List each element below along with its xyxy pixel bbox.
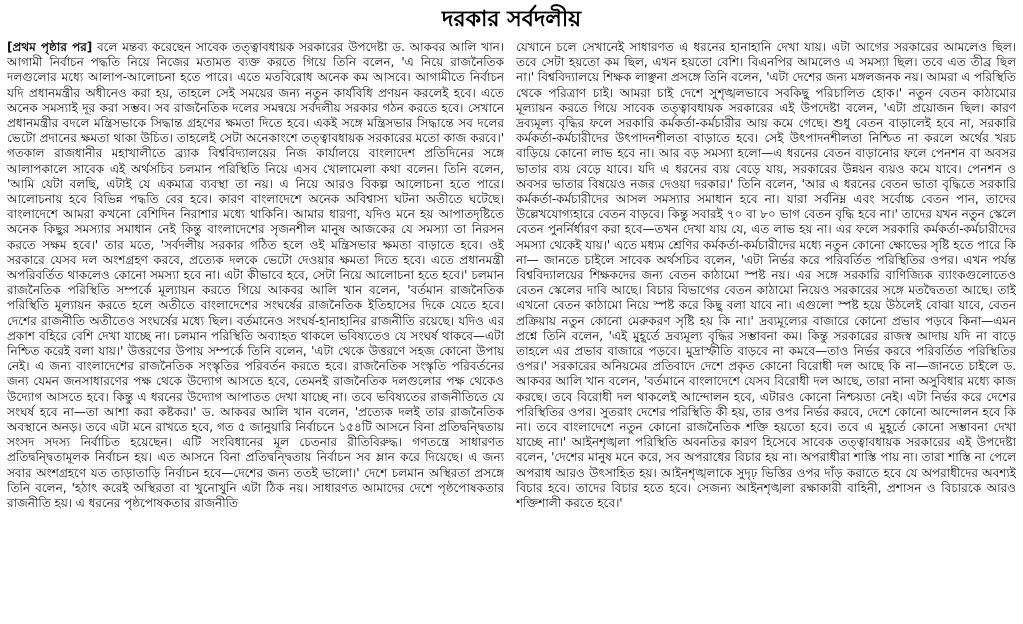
headline: দরকার সর্বদলীয়: [441, 6, 582, 32]
article-column-right: [516, 40, 1016, 620]
source-tag: [প্রথম পৃষ্ঠার পর]: [7, 40, 93, 54]
right-column-text: যেখানে চলে সেখানেই সাধারণত এ ধরনের হানাহানি দেখা যায়। এটা আগের সরকারের আমলেও ছিল। তবে সেটা হয়তো কম ছিল, এখন হয়তো বেশি। বিএনপির আমলেও এ সমস্যা ছিল। তবে এত তীব্র ছিল না।' বিশ্ববিদ্যালয়ে শিক্ষক লাঞ্ছনা প্রসঙ্গে তিনি বলেন, 'এটা দেশের জন্য মঙ্গলজনক নয়। আমরা এ পরিস্থিতি থেকে পরিত্রাণ চাই। আমরা চাই দেশে সুশৃঙ্খলভাবে সবকিছু পরিচালিত হোক।' নতুন বেতন কাঠামোর মূল্যায়ন করতে গিয়ে সাবেক তত্ত্বাবধায়ক সরকারের এই উপদেষ্টা বলেন, 'এটা প্রয়োজন ছিল। কারণ দ্রব্যমূল্য বৃদ্ধির ফলে সরকারি কর্মকর্তা-কর্মচারীর আয় কমে গেছে। শুধু বেতন বাড়ালেই হবে না, সরকারি কর্মকর্তা-কর্মচারীদের উৎপাদনশীলতা বাড়াতে হবে। সেই উৎপাদনশীলতা নিশ্চিত না করলে অর্থের খরচ বাড়িয়ে কোনো লাভ হবে না। আর বড় সমস্যা হলো—এ ধরনের বেতন বাড়ানোর ফলে পেনশন বা অবসর ভাতার ব্যয় বেড়ে যাবে। যদি এ ধরনের ব্যয় বেড়ে যায়, সরকারের উন্নয়ন ব্যয়ও কমে যাবে। পেনশন ও অবসর ভাতার বিষয়েও নজর দেওয়া দরকার।' তিনি বলেন, 'আর এ ধরনের বেতন ভাতা বৃদ্ধিতে সরকারি কর্মকর্তা-কর্মচারীদের আসল সমস্যার সমাধান হবে না। যারা সর্বনিম্ন এবং সর্বোচ্চ বেতন পান, তাদের উল্লেখযোগ্যহারে বেতন বাড়বে। কিন্তু সবারই ৭০ বা ৮০ ভাগ বেতন বৃদ্ধি হবে না।' তাদের যখন নতুন স্কেলে বেতন পুনর্নির্ধারণ করা হবে—তখন দেখা যায় যে, এত লাভ হয় না। এর ফলে সরকারি কর্মকর্তা-কর্মচারীদের সমস্যা থেকেই যায়।' এতে মধ্যম শ্রেণির কর্মকর্তা-কর্মচারীদের মধ্যে নতুন কোনো ক্ষোভের সৃষ্টি হতে পারে কি না— জানতে চাইলে সাবেক অর্থসচিব বলেন, 'এটা নির্ভর করে পরিবর্তিত পরিস্থিতির ওপর। এখন পর্যন্ত বিশ্ববিদ্যালয়ের শিক্ষকদের জন্য বেতন কাঠামো স্পষ্ট নয়। এর সঙ্গে সরকারি বাণিজ্যিক ব্যাংকগুলোতেও বেতন স্কেলের দাবি আছে। বিচার বিভাগের বেতন কাঠামো নিয়েও সরকারের সঙ্গে মতদ্বৈততা আছে। তাই এখনো বেতন কাঠামো নিয়ে স্পষ্ট করে কিছু বলা যাবে না। এগুলো স্পষ্ট হয়ে উঠলেই বোঝা যাবে, বেতন প্রক্রিয়ায় নতুন কোনো মেরুকরণ সৃষ্টি হয় কি না।' দ্রব্যমূল্যের বাজারে কোনো প্রভাব পড়বে কিনা—এমন প্রশ্নে তিনি বলেন, 'এই মুহূর্তে দ্রব্যমূল্য বৃদ্ধির সম্ভাবনা কম। কিন্তু সরকারের রাজস্ব আদায় যদি না বাড়ে তাহলে এর প্রভাব বাজারে পড়বে। মুদ্রাস্ফীতি বাড়বে না কমবে—তাও নির্ভর করবে পরিবর্তিত পরিস্থিতির ওপর।' সরকারের অনিয়মের প্রতিবাদে দেশে প্রকৃত কোনো বিরোধী দল আছে কি না—জানতে চাইলে ড. আকবর আলি খান বলেন, 'বর্তমানে বাংলাদেশে যেসব বিরোধী দল আছে, তারা নানা অসুবিধার মধ্যে কাজ করছে। তবে বিরোধী দল থাকলেই আন্দোলন হবে, এটারও কোনো নিশ্চয়তা নেই। এটা নির্ভর করে দেশের পরিস্থিতির ওপর। সুতরাং দেশের পরিস্থিতি কী হয়, তার ওপর নির্ভর করবে, দেশে কোনো আন্দোলন হবে কি না। তবে বাংলাদেশে নতুন কোনো রাজনৈতিক শক্তি হয়তো হবে। তবে এ মুহূর্তে কোনো সম্ভাবনা দেখা যাচ্ছে না।' আইনশৃঙ্খলা পরিস্থিতি অবনতির কারণ হিসেবে সাবেক তত্ত্বাবধায়ক সরকারের এই উপদেষ্টা বলেন, 'দেশের মানুষ মনে করে, সব অপরাধের বিচার হয় না। অপরাধীরা শাস্তি পায় না। তারা শাস্তি না পেলে অপরাধ আরও উৎসাহিত হয়। আইনশৃঙ্খলাকে সুদৃঢ় ভিত্তির ওপর দাঁড় করাতে হবে যে অপরাধীদের অবশ্যই বিচার হবে। তাদের বিচার হতে হবে। সেজন্য আইনশৃঙ্খলা রক্ষাকারী বাহিনী, প্রশাসন ও বিচারকে আরও শক্তিশালী করতে হবে।': [516, 40, 1016, 511]
article-column-left: [7, 40, 504, 620]
article-text-left: [7, 40, 504, 511]
left-column-text: বলে মন্তব্য করেছেন সাবেক তত্ত্বাবধায়ক সরকারের উপদেষ্টা ড. আকবর আলি খান। আগামী নির্বাচন পদ্ধতি নিয়ে নিজের মতামত ব্যক্ত করতে গিয়ে তিনি বলেন, 'এ নিয়ে রাজনৈতিক দলগুলোর মধ্যে আলাপ-আলোচনা হতে পারে। এতে মতবিরোধ অনেক কম আসবে। আগামীতে নির্বাচন যদি প্রধানমন্ত্রীর অধীনেও করা হয়, তাহলে সেই সময়ের জন্য নতুন কার্যবিধি প্রণয়ন করলেই হবে। এতে অনেক সমস্যাই দূর করা সম্ভব। সব রাজনৈতিক দলের সমন্বয়ে সর্বদলীয় সরকার গঠন করতে হবে। সেখানে প্রধানমন্ত্রীর বদলে মন্ত্রিসভাকে সিদ্ধান্ত গ্রহণের ক্ষমতা দিতে হবে। একই সঙ্গে মন্ত্রিসভার সিদ্ধান্তে সব দলের ভেটো প্রদানের ক্ষমতা থাকা উচিত। তাহলেই সেটা অনেকাংশে তত্ত্বাবধায়ক সরকারের মতো কাজ করবে।' গতকাল রাজধানীর মহাখালীতে ব্র্যাক বিশ্ববিদ্যালয়ের নিজ কার্যালয়ে বাংলাদেশ প্রতিদিনের সঙ্গে আলাপকালে সাবেক এই অর্থসচিব চলমান পরিস্থিতি নিয়ে এসব খোলামেলা কথা বলেন। তিনি বলেন, 'আমি যেটা বলছি, এটাই যে একমাত্র ব্যবস্থা তা নয়। এ নিয়ে আরও বিকল্প আলোচনা হতে পারে। আলোচনায় হবে বিভিন্ন পদ্ধতি বের হবে। কারণ বাংলাদেশে অনেক অবিশ্বাস্য ঘটনা অতীতে ঘটেছে। বাংলাদেশে আমরা কখনো বেশিদিন নিরাশার মধ্যে থাকিনি। আমার ধারণা, যদিও মনে হয় আপাতদৃষ্টিতে অনেক কিছুর সমস্যার সমাধান নেই কিন্তু বাংলাদেশের সৃজনশীল মানুষ আজকের যে সমস্যা তা নিরসন করতে সক্ষম হবে।' তার মতে, 'সর্বদলীয় সরকার গঠিত হলে ওই মন্ত্রিসভার ক্ষমতা বাড়াতে হবে। ওই সরকারে যেসব দল অংশগ্রহণ করবে, প্রত্যেক দলকে ভেটো দেওয়ার ক্ষমতা দিতে হবে। এতে প্রধানমন্ত্রী অপরিবর্তিত থাকলেও কোনো সমস্যা হবে না। এটা কীভাবে হবে, সেটা নিয়ে আলোচনা হতে হবে।' চলমান রাজনৈতিক পরিস্থিতি সম্পর্কে মূল্যায়ন করতে গিয়ে আকবর আলি খান বলেন, 'বর্তমান রাজনৈতিক পরিস্থিতি মূল্যায়ন করতে হলে অতীতে বাংলাদেশের সংঘর্ষের রাজনৈতিক ইতিহাসের দিকে যেতে হবে। দেশের রাজনীতি অতীতেও সংঘর্ষের মধ্যে ছিল। বর্তমানেও সংঘর্ষ-হানাহানির রাজনীতি রয়েছে। যদিও এর প্রকাশ বহিরে বেশি দেখা যাচ্ছে না। চলমান পরিস্থিতি অব্যাহত থাকলে ভবিষ্যতেও যে সংঘর্ষ থাকবে—এটা নিশ্চিত করেই বলা যায়।' উত্তরণের উপায় সম্পর্কে তিনি বলেন, 'এটা থেকে উত্তরণে সহজ কোনো উপায় নেই। এ জন্য বাংলাদেশের রাজনৈতিক সংস্কৃতির পরিবর্তন করতে হবে। রাজনৈতিক সংস্কৃতি পরিবর্তনের জন্য যেমন জনসাধারণের পক্ষ থেকে উদ্যোগ আসতে হবে, তেমনই রাজনৈতিক দলগুলোর পক্ষ থেকেও উদ্যোগ আসতে হবে। কিন্তু এ ধরনের উদ্যোগ আপাতত দেখা যাচ্ছে না। তবে ভবিষ্যতের রাজনীতিতে যে সংঘর্ষ হবে না—তা আশা করা কষ্টকর।' ড. আকবর আলি খান বলেন, 'প্রত্যেক দলই তার রাজনৈতিক অবস্থানে অনড়। তবে এটা মনে রাখতে হবে, গত ৫ জানুয়ারি নির্বাচনে ১৫৪টি আসনে বিনা প্রতিদ্বন্দ্বিতায় সংসদ সদস্য নির্বাচিত হয়েছেন। এটি সংবিধানের মূল চেতনার রীতিবিরুদ্ধ। গণতন্ত্রে সাধারণত প্রতিদ্বন্দ্বিতামূলক নির্বাচন হয়। এত আসনে বিনা প্রতিদ্বন্দ্বিতায় নির্বাচন সব ম্লান করে দিয়েছে। এ জন্য সবার অংশগ্রহণে যত তাড়াতাড়ি নির্বাচন হবে—দেশের জন্য ততই ভালো।' দেশে চলমান অস্থিরতা প্রসঙ্গে তিনি বলেন, 'হঠাৎ করেই অস্থিরতা বা খুনোখুনি এটা ঠিক নয়। সাধারণত আমাদের দেশে পৃষ্ঠপোষকতার রাজনীতি হয়। এ ধরনের পৃষ্ঠপোষকতার রাজনীতি: [7, 40, 504, 511]
